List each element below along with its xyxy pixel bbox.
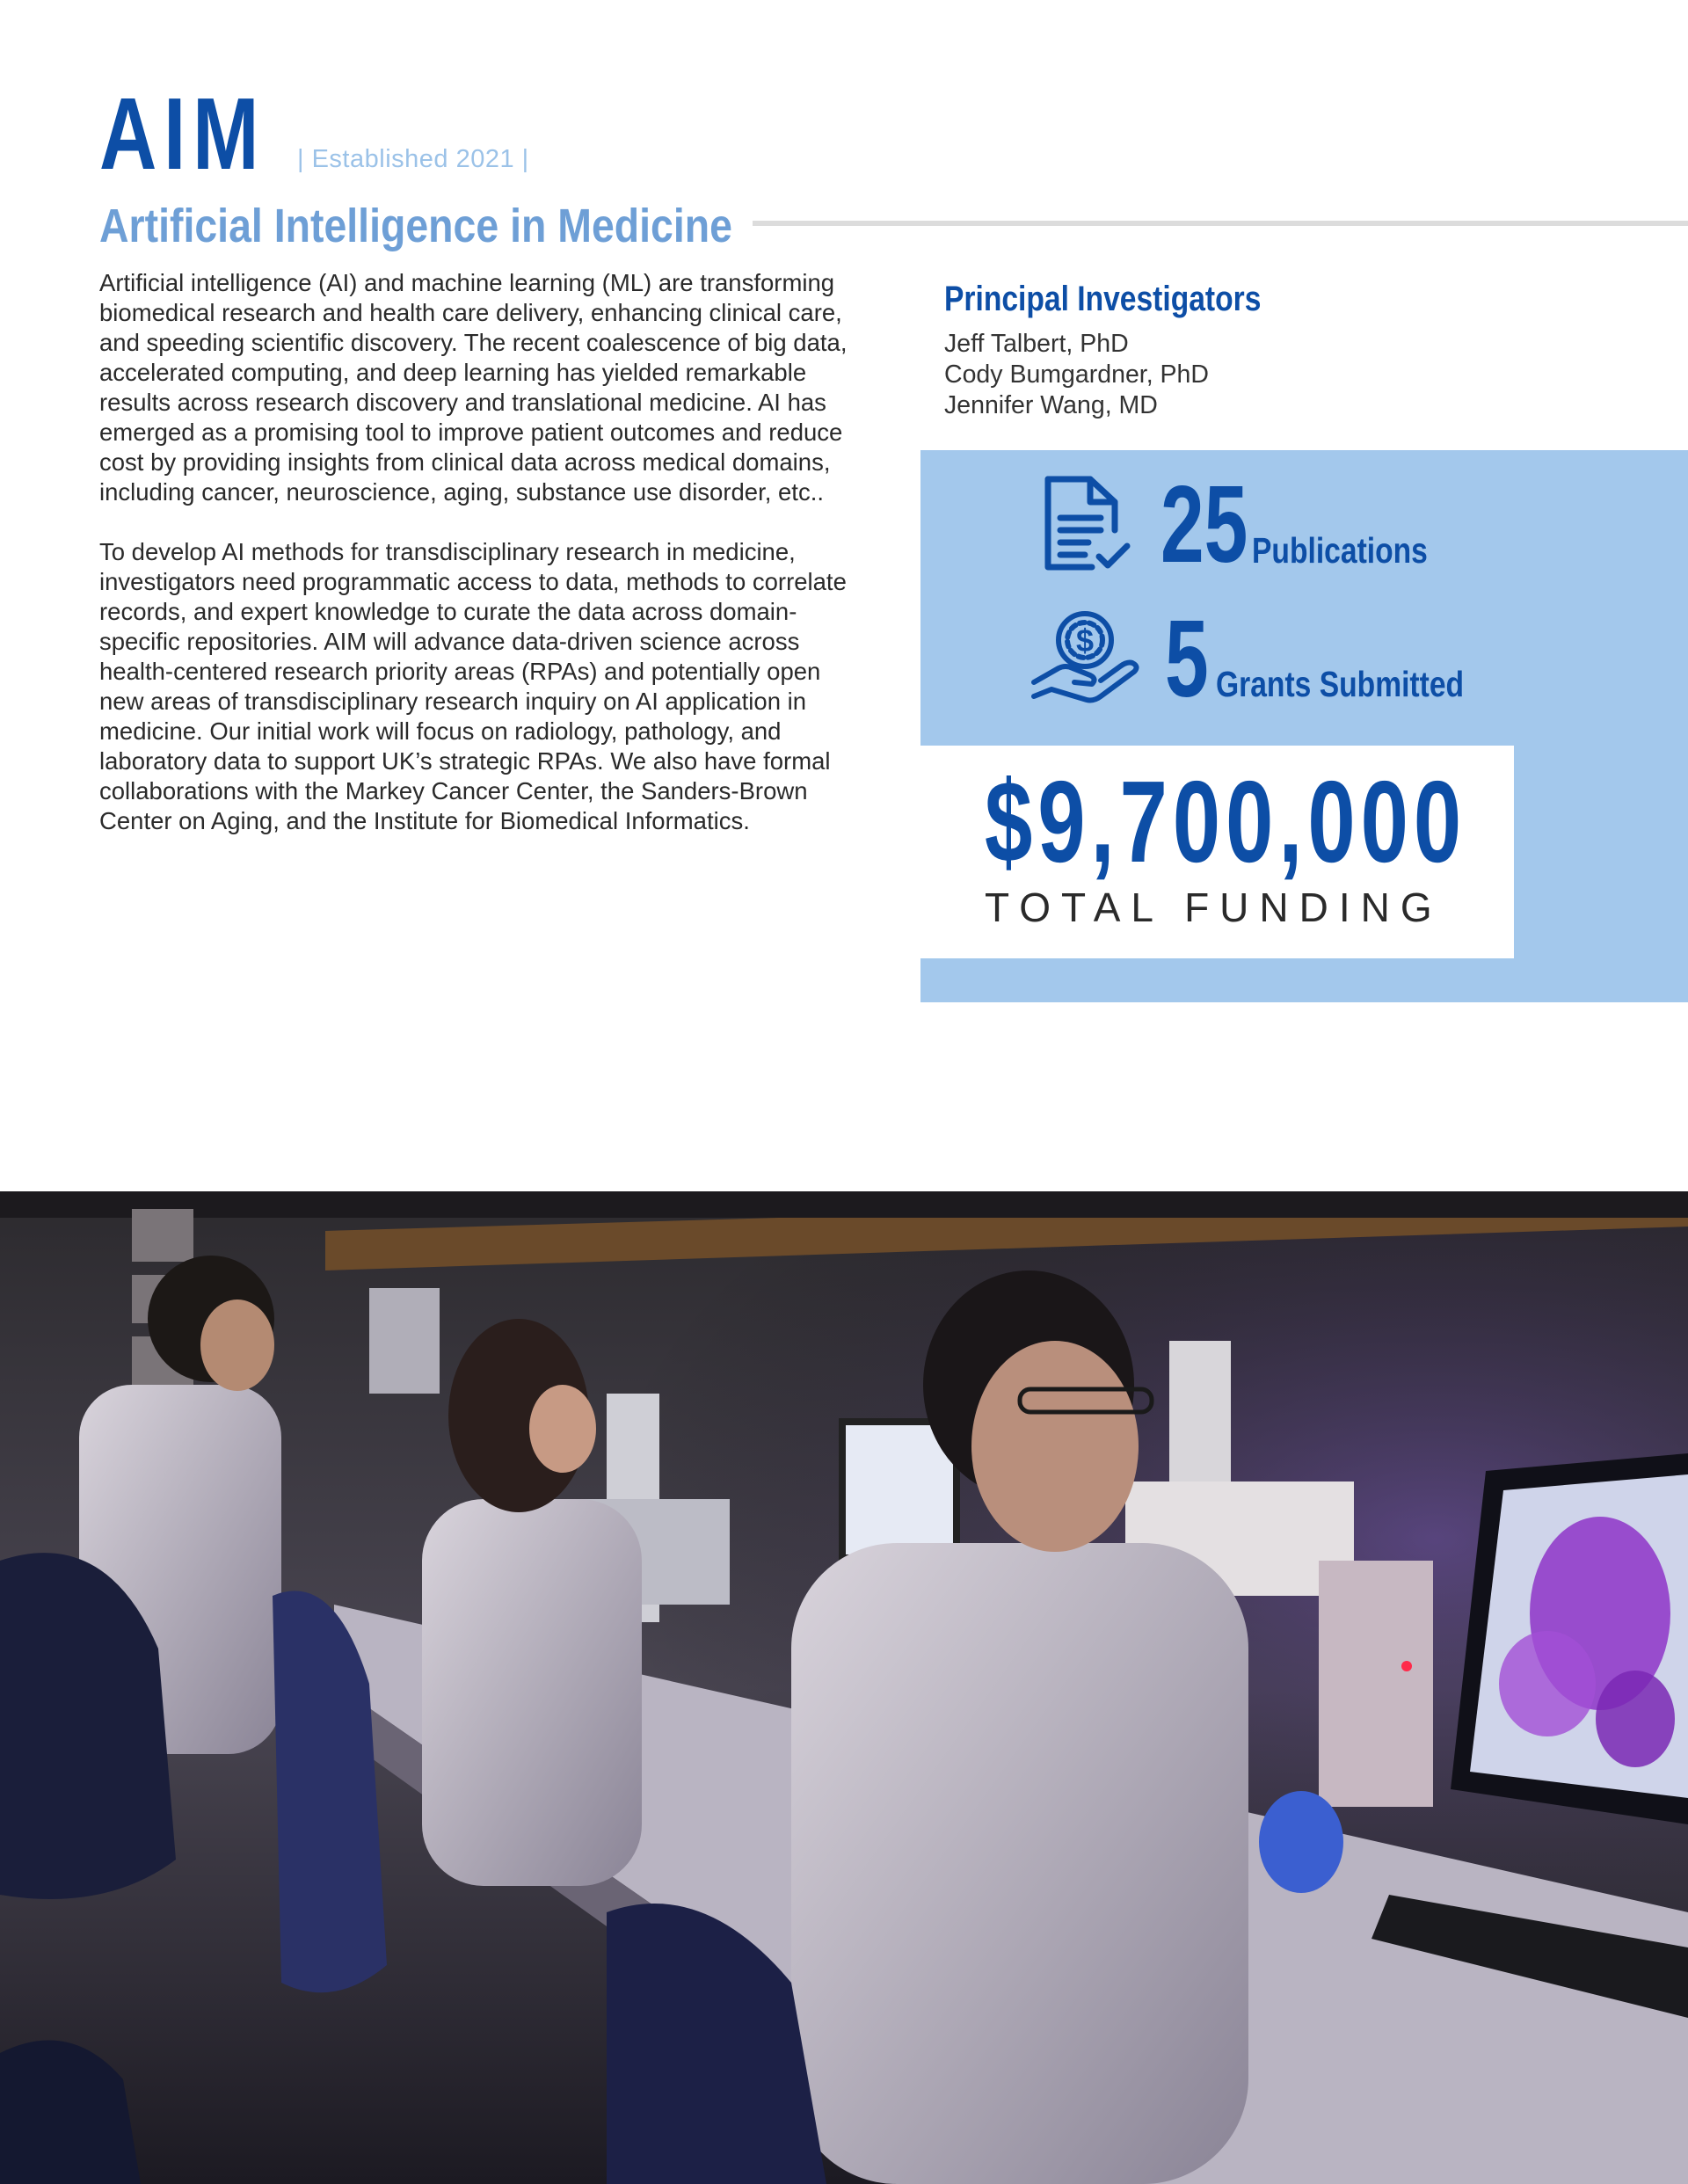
body-text — [99, 268, 851, 866]
body-paragraph: Artificial intelligence (AI) and machine learning (ML) are transforming biomedical research and health care delivery, enhancing clinical care, and speeding scientific discovery. The recent coalescence of big data, accelerated computing, and deep learning has yielded remarkable results across research discovery and translational medicine. AI has emerged as a promising tool to improve patient outcomes and reduce cost by providing insights from clinical data across medical domains, including cancer, neuroscience, aging, substance use disorder, etc.. — [99, 269, 848, 506]
body-paragraph: To develop AI methods for transdisciplinary research in medicine, investigators need programmatic access to data, methods to correlate records, and expert knowledge to curate the data across domain-specific repositories. AIM will advance data-driven science across health-centered research priority areas (RPAs) and potentially open new areas of transdisciplinary research inquiry on AI application in medicine. Our initial work will focus on radiology, pathology, and laboratory data to support UK’s strategic RPAs. We also have formal collaborations with the Markey Cancer Center, the Sanders-Brown Center on Aging, and the Institute for Biomedical Informatics. — [99, 538, 847, 834]
publications-label: Publications — [1252, 530, 1428, 571]
investigators-heading: Principal Investigators — [944, 280, 1262, 318]
document-check-icon — [1036, 472, 1139, 576]
header-divider — [753, 221, 1688, 226]
established-label: | Established 2021 | — [297, 145, 529, 173]
funding-label: TOTAL FUNDING — [985, 885, 1443, 930]
svg-text:$: $ — [1075, 622, 1095, 659]
funding-amount: $9,700,000 — [985, 757, 1467, 886]
investigators-list — [944, 329, 1209, 421]
investigator-name: Jeff Talbert, PhD — [944, 330, 1129, 358]
page-subtitle: Artificial Intelligence in Medicine — [99, 200, 732, 252]
publications-count: 25 — [1160, 464, 1248, 586]
lab-photo — [0, 1191, 1688, 2184]
investigator-name: Jennifer Wang, MD — [944, 391, 1158, 419]
hand-money-icon — [1025, 598, 1144, 717]
grants-count: 5 — [1165, 599, 1209, 720]
grants-label: Grants Submitted — [1216, 664, 1465, 704]
page-title: AIM — [99, 76, 266, 191]
investigator-name: Cody Bumgardner, PhD — [944, 360, 1209, 389]
